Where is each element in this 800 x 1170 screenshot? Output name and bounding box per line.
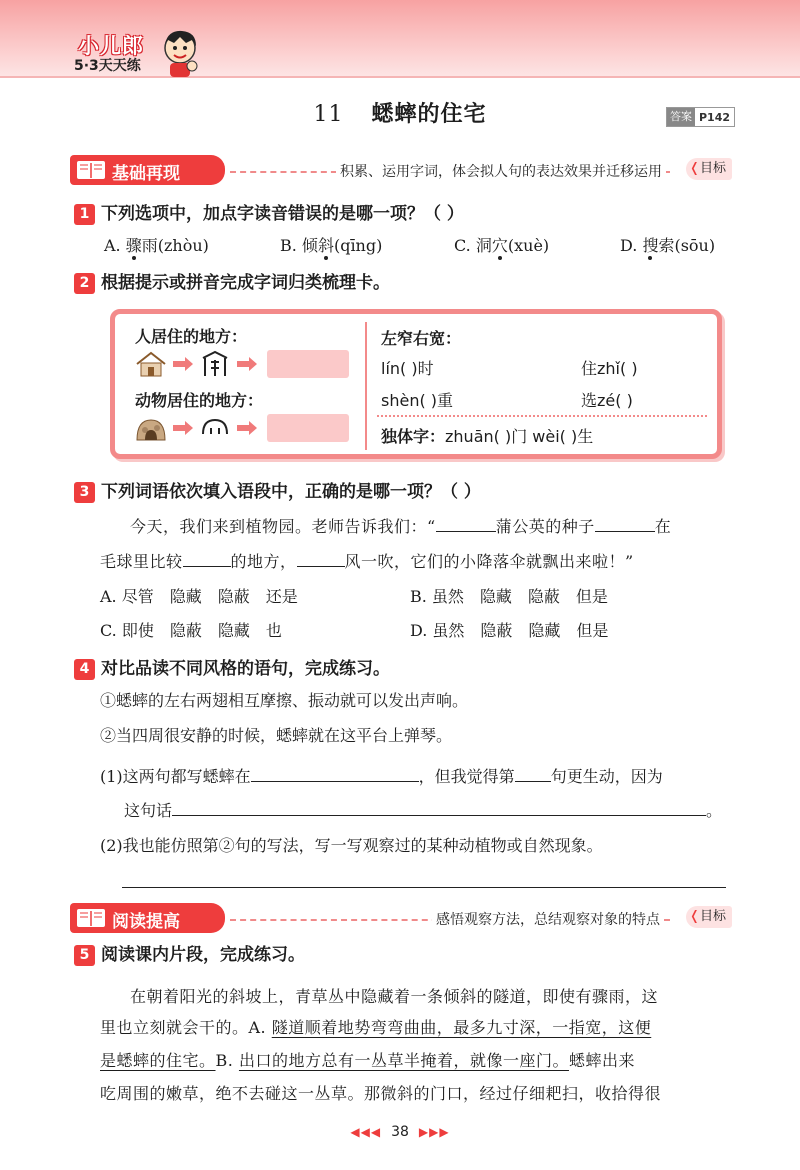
fill-blank[interactable] — [172, 815, 706, 816]
classification-card — [110, 309, 722, 459]
ancient-glyph-icon — [199, 350, 231, 378]
underlined-sentence-a: 隧道顺着地势弯弯曲曲，最多九寸深，一指宽，这便 — [271, 1018, 652, 1037]
answer-box[interactable] — [267, 350, 349, 378]
card-separator — [377, 415, 707, 417]
question-3 — [74, 477, 481, 503]
section-label: 阅读提高 — [112, 912, 180, 932]
arrow-icon — [237, 421, 257, 435]
question-number: 2 — [74, 273, 95, 294]
q4-sentence-2: ②当四周很安静的时候，蟋蟀就在这平台上弹琴。 — [100, 726, 453, 745]
q3-option-c: C. 即使 隐蔽 隐藏 也 — [100, 621, 282, 640]
arrow-icon — [173, 421, 193, 435]
answer-box[interactable] — [267, 414, 349, 442]
question-number: 3 — [74, 482, 95, 503]
book-icon — [76, 159, 106, 181]
q4-part-1-cont: 这句话 。 — [124, 801, 723, 820]
human-evolution-row — [135, 348, 349, 380]
underlined-sentence-b: 出口的地方总有一丛草半掩着，就像一座门。 — [238, 1051, 569, 1070]
arrow-icon — [173, 357, 193, 371]
arrow-icon — [237, 357, 257, 371]
mascot-icon — [156, 24, 204, 80]
card-divider — [365, 322, 367, 450]
goal-tag: ❬ 目标 — [686, 906, 732, 928]
q5-passage-line-1: 在朝着阳光的斜坡上，青草丛中隐藏着一条倾斜的隧道，即使有骤雨，这 — [130, 987, 659, 1006]
fill-blank[interactable] — [297, 566, 345, 567]
ancient-glyph-icon — [199, 414, 231, 442]
q3-option-d: D. 虽然 隐蔽 隐藏 但是 — [410, 621, 609, 640]
fill-blank[interactable] — [183, 566, 231, 567]
q3-option-a: A. 尽管 隐藏 隐蔽 还是 — [100, 587, 298, 606]
fill-blank[interactable] — [595, 531, 655, 532]
human-label: 人居住的地方： — [135, 327, 248, 346]
question-text: 下列选项中，加点字读音错误的是哪一项？（ ） — [101, 204, 464, 224]
single-char-row — [381, 424, 593, 447]
animal-evolution-row — [135, 412, 349, 444]
q4-part-1: (1)这两句都写蟋蟀在 ，但我觉得第 句更生动，因为 — [100, 767, 663, 786]
q1-option-b: B. 倾斜(qīng) — [280, 236, 383, 255]
section-pill — [70, 155, 225, 185]
brand-name: 小儿郎 — [78, 34, 144, 58]
book-icon — [76, 907, 106, 929]
house-pictograph-icon — [135, 350, 167, 378]
question-5 — [74, 940, 305, 966]
section-label: 基础再现 — [112, 164, 180, 184]
fill-blank[interactable] — [251, 781, 419, 782]
fill-blank[interactable] — [515, 781, 551, 782]
q5-passage-line-3: 是蟋蟀的住宅。B. 出口的地方总有一丛草半掩着，就像一座门。蟋蟀出来 — [100, 1051, 635, 1070]
page-number: 38 — [391, 1124, 409, 1140]
page-footer — [0, 1124, 800, 1140]
right-arrows-icon: ▶▶▶ — [418, 1125, 450, 1139]
question-1 — [74, 199, 464, 225]
section-header-basic — [70, 155, 732, 185]
q4-sentence-1: ①蟋蟀的左右两翅相互摩擦、振动就可以发出声响。 — [100, 691, 469, 710]
section-header-reading — [70, 903, 732, 933]
q1-option-d: D. 搜索(sōu) — [620, 236, 716, 255]
lesson-name: 蟋蟀的住宅 — [371, 101, 487, 127]
q1-option-c: C. 洞穴(xuè) — [454, 236, 550, 255]
single-items: zhuān( )门 wèi( )生 — [445, 427, 594, 446]
brand-logo — [70, 24, 240, 82]
q3-option-b: B. 虽然 隐藏 隐蔽 但是 — [410, 587, 608, 606]
card-item: 住zhǐ( ) — [581, 359, 638, 378]
question-number: 4 — [74, 659, 95, 680]
series-name: 5·3天天练 — [74, 58, 141, 74]
question-number: 1 — [74, 204, 95, 225]
question-text: 阅读课内片段，完成练习。 — [101, 945, 305, 965]
fill-blank[interactable] — [436, 531, 496, 532]
card-item: lín( )时 — [381, 359, 434, 378]
answer-page: P142 — [699, 110, 731, 124]
q5-passage-line-4: 吃周围的嫩草，绝不去碰这一丛草。那微斜的门口，经过仔细耙扫，收拾得很 — [100, 1084, 662, 1103]
answer-line[interactable] — [122, 887, 726, 888]
q3-passage-line-1: 今天，我们来到植物园。老师告诉我们：“ 蒲公英的种子 在 — [130, 517, 672, 536]
single-label: 独体字： — [381, 427, 446, 446]
card-item: shèn( )重 — [381, 391, 454, 410]
question-4 — [74, 654, 390, 680]
section-goal: 积累、运用字词，体会拟人句的表达效果并迁移运用 — [336, 161, 666, 181]
goal-tag: ❬ 目标 — [686, 158, 732, 180]
answer-label: 答案 — [667, 108, 695, 126]
lesson-number: 11 — [313, 102, 344, 127]
q1-option-a: A. 骤雨(zhòu) — [104, 236, 209, 255]
cave-pictograph-icon — [135, 414, 167, 442]
q3-passage-line-2: 毛球里比较 的地方， 风一吹，它们的小降落伞就飘出来啦！” — [100, 552, 634, 571]
answer-reference — [666, 107, 735, 127]
question-text: 对比品读不同风格的语句，完成练习。 — [101, 659, 390, 679]
question-2 — [74, 268, 390, 294]
card-item: 选zé( ) — [581, 391, 633, 410]
animal-label: 动物居住的地方： — [135, 391, 264, 410]
question-text: 根据提示或拼音完成字词归类梳理卡。 — [101, 273, 390, 293]
q5-passage-line-2: 里也立刻就会干的。A. 隧道顺着地势弯弯曲曲，最多九寸深，一指宽，这便 — [100, 1018, 652, 1037]
q4-part-2: (2)我也能仿照第②句的写法，写一写观察过的某种动植物或自然现象。 — [100, 836, 603, 855]
question-text: 下列词语依次填入语段中，正确的是哪一项？（ ） — [101, 482, 481, 502]
left-narrow-label: 左窄右宽： — [381, 329, 462, 348]
section-goal: 感悟观察方法，总结观察对象的特点 — [432, 909, 664, 929]
question-number: 5 — [74, 945, 95, 966]
section-pill — [70, 903, 225, 933]
left-arrows-icon: ◀◀◀ — [350, 1125, 382, 1139]
